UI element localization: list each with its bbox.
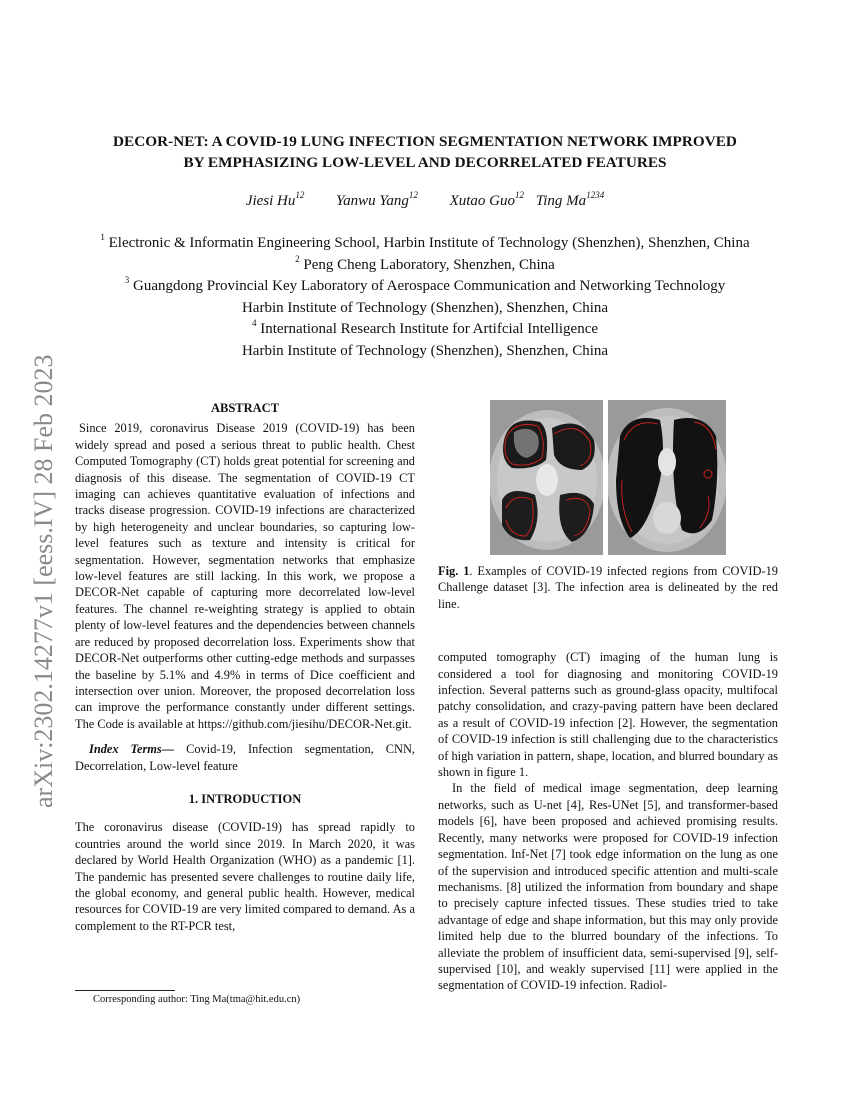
index-terms-label: Index Terms—: [89, 742, 175, 757]
author-list: [60, 191, 790, 211]
title-line-1: DECOR-NET: A COVID-19 LUNG INFECTION SEGMENTATION NETWORK IMPROVED: [113, 133, 737, 150]
author-name: Ting Ma: [535, 193, 587, 209]
affil-text: Guangdong Provincial Key Laboratory of Aerospace Communication and Networking Technology: [132, 278, 726, 294]
affiliations: [60, 233, 790, 362]
affil-text: Harbin Institute of Technology (Shenzhen), Shenzhen, China: [241, 299, 609, 316]
author-name: Jiesi Hu: [245, 193, 296, 209]
author-1: [245, 190, 305, 209]
affil-text: Peng Cheng Laboratory, Shenzhen, China: [303, 256, 555, 273]
affil-sup: 2: [295, 253, 300, 264]
footnote: Corresponding author: Ting Ma(tma@hit.edu.cn): [93, 994, 301, 1005]
intro-right-paragraph-1: computed tomography (CT) imaging of the human lung is considered a tool for diagnosing and monitoring COVID-19 infection. Several patterns such as ground-glass opacity, multifocal patchy consolidation, and crazy-paving pattern have been declared as a result of COVID-19 infection [2]. However, the segmentation of COVID-19 infection is still challenging due to the characteristics of high variation in pattern, shape, location, and blurred boundary as shown in figure 1.: [438, 650, 778, 780]
abstract-heading: ABSTRACT: [210, 401, 280, 415]
author-sup: 12: [295, 190, 305, 200]
paper-title: [60, 131, 790, 173]
author-sup: 12: [515, 190, 524, 200]
affil-text: Electronic & Informatin Engineering School, Harbin Institute of Technology (Shenzhen), Shenzhen, China: [108, 235, 750, 251]
affil-text: International Research Institute for Artifcial Intelligence: [260, 321, 599, 337]
left-column: [75, 400, 415, 934]
affiliation-3: [60, 276, 790, 298]
figure-1: [438, 400, 778, 555]
author-3: [449, 190, 524, 209]
author-name: Yanwu Yang: [336, 193, 409, 209]
title-line-2: BY EMPHASIZING LOW-LEVEL AND DECORRELATED FEATURES: [183, 154, 667, 171]
affil-sup: 1: [100, 232, 105, 242]
author-sup: 12: [408, 190, 418, 200]
affil-sup: 3: [124, 275, 130, 285]
affiliation-2: [60, 255, 790, 277]
author-2: [336, 190, 418, 209]
abstract-text: Since 2019, coronavirus Disease 2019 (COVID-19) has been widely spread and posed a serious threat to public health. Chest Computed Tomography (CT) holds great potential for screening and diagnosis of this disease. The segmentation of COVID-19 CT imaging can achieves quantitative evaluation of infections and tracks disease progression. COVID-19 infections are characterized by high heterogeneity and unclear boundaries, so capturing low-level features such as texture and intensity is critical for segmentation. However, segmentation networks that emphasize low-level features are still lacking. In this work, we propose a DECOR-Net capable of capturing more decorrelated low-level features. The channel re-weighting strategy is applied to obtain plenty of low-level features and the dependencies between channels are reduced by proposed decorrelation loss. Experiments show that DECOR-Net outperforms other cutting-edge methods and surpasses the baseline by 5.1% and 4.9% in terms of Dice coefficient and intersection over union. Moreover, the proposed decorrelation loss can improve the performance constantly under different settings. The Code is available at https://github.com/jiesihu/DECOR-Net.git.: [75, 421, 415, 731]
ct-scan-image-2: [608, 400, 726, 555]
affiliation-1: [60, 233, 790, 255]
affil-sup: 4: [251, 318, 257, 328]
affiliation-3-cont: [60, 298, 790, 320]
index-terms-text: Covid-19, Infection segmentation, CNN, Decorrelation, Low-level feature: [75, 742, 415, 773]
introduction-heading: 1. INTRODUCTION: [188, 791, 302, 806]
affiliation-4-cont: [60, 341, 790, 363]
figure-label: Fig. 1: [438, 564, 470, 578]
ct-scan-image-1: [490, 400, 603, 555]
intro-left-text: The coronavirus disease (COVID-19) has spread rapidly to countries around the world since 2019. In March 2020, it was declared by World Health Organization (WHO) as a pandemic [1]. The pandemic has presented severe challenges to routine daily life, the global economy, and general public health. However, medical resources for COVID-19 are very limited compared to demand. As a complement to the RT-PCR test,: [75, 820, 415, 933]
author-name: Xutao Guo: [449, 193, 515, 209]
right-column: [438, 400, 778, 994]
arxiv-stamp: arXiv:2302.14277v1 [eess.IV] 28 Feb 2023: [29, 354, 58, 808]
affil-text: Harbin Institute of Technology (Shenzhen), Shenzhen, China: [241, 342, 609, 359]
index-terms: [75, 741, 415, 774]
figure-caption: [438, 563, 778, 612]
figure-caption-text: . Examples of COVID-19 infected regions from COVID-19 Challenge dataset [3]. The infection area is delineated by the red line.: [438, 564, 778, 611]
author-4: [535, 190, 605, 209]
author-sup: 1234: [586, 190, 605, 200]
footnote-rule: [75, 990, 175, 991]
intro-right-paragraph-2: In the field of medical image segmentation, deep learning networks, such as U-net [4], Res-UNet [5], and transformer-based models [6], have been proposed and achieved promising results. Recently, many networks were proposed for COVID-19 infection segmentation. Inf-Net [7] took edge information on the lung as one of the supervision and introduced specific attention and multi-scale mechanisms. [8] utilized the information from boundary and shape to precisely capture infected tissues. These studies tried to take advantage of edge and shape information, but this may only provide limited help due to the blurred boundary of the infections. To alleviate the problem of insufficient data, semi-supervised [9], self-supervised [10], and weakly supervised [11] were applied in the segmentation of COVID-19 infection. Radiol-: [438, 781, 778, 993]
affiliation-4: [60, 319, 790, 341]
